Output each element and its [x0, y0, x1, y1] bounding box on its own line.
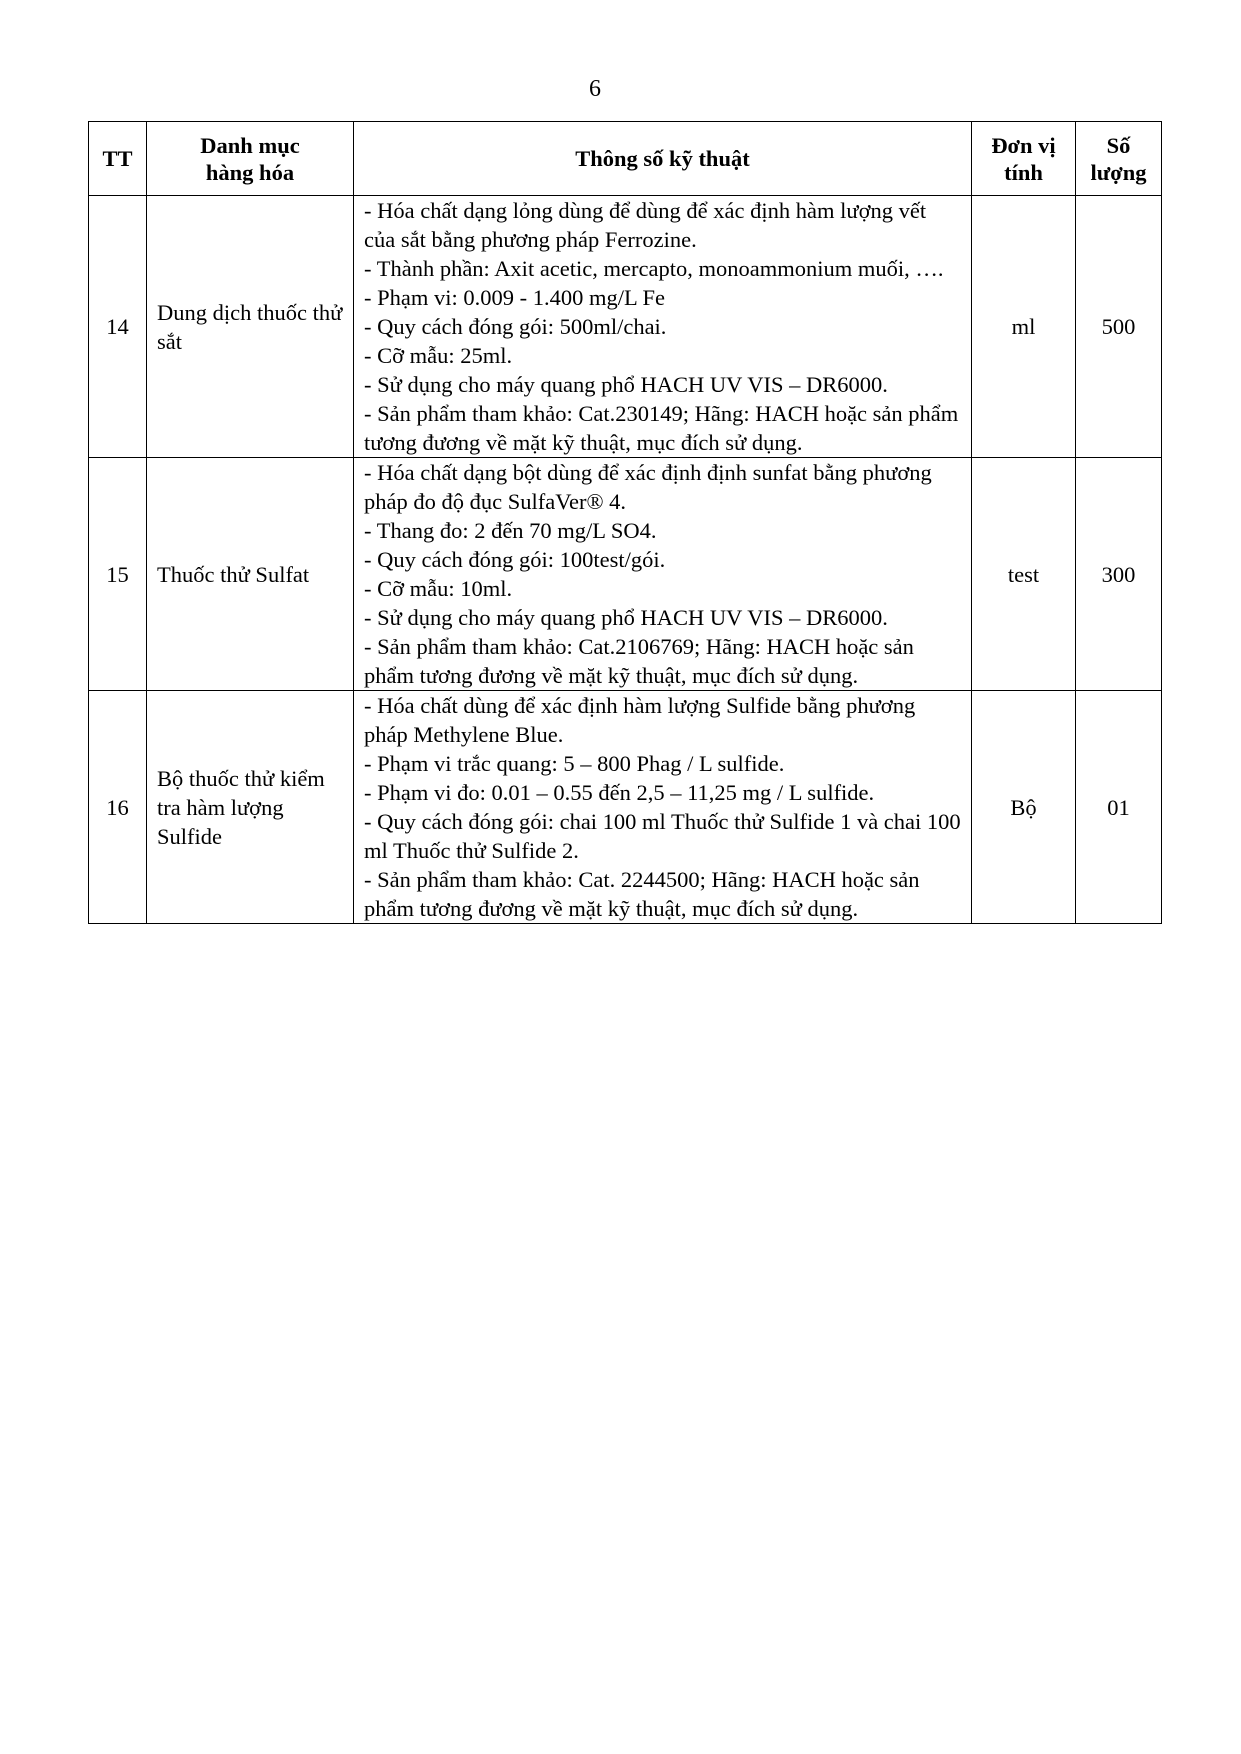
row-unit: Bộ	[972, 691, 1076, 924]
row-unit: test	[972, 458, 1076, 691]
header-tt: TT	[89, 122, 147, 196]
spec-line: - Thang đo: 2 đến 70 mg/L SO4.	[364, 518, 657, 543]
spec-line: - Hóa chất dùng để xác định hàm lượng Sulfide bằng phương pháp Methylene Blue.	[364, 693, 916, 747]
header-unit: Đơn vị tính	[972, 122, 1076, 196]
table-header-row	[89, 122, 1162, 196]
row-tt: 14	[89, 196, 147, 458]
spec-line: - Phạm vi: 0.009 - 1.400 mg/L Fe	[364, 285, 666, 310]
row-spec	[354, 458, 972, 691]
spec-line: - Hóa chất dạng lỏng dùng để dùng để xác định hàm lượng vết của sắt bằng phương pháp Ferrozine.	[364, 198, 927, 252]
spec-line: - Sản phẩm tham khảo: Cat. 2244500; Hãng: HACH hoặc sản phẩm tương đương về mặt kỹ thuật, mục đích sử dụng.	[364, 867, 920, 921]
row-name: Thuốc thử Sulfat	[147, 458, 354, 691]
page-number: 6	[589, 76, 601, 102]
header-name: Danh mục hàng hóa	[147, 122, 354, 196]
row-qty: 300	[1076, 458, 1162, 691]
specification-table	[88, 121, 1162, 924]
spec-line: - Hóa chất dạng bột dùng để xác định định sunfat bằng phương pháp đo độ đục SulfaVer® 4.	[364, 460, 932, 514]
spec-line: - Cỡ mẫu: 25ml.	[364, 343, 513, 368]
spec-line: - Phạm vi trắc quang: 5 – 800 Phag / L sulfide.	[364, 751, 785, 776]
row-name: Bộ thuốc thử kiểm tra hàm lượng Sulfide	[147, 691, 354, 924]
spec-line: - Sử dụng cho máy quang phổ HACH UV VIS – DR6000.	[364, 372, 888, 397]
spec-line: - Quy cách đóng gói: 100test/gói.	[364, 547, 666, 572]
header-spec: Thông số kỹ thuật	[354, 122, 972, 196]
spec-line: - Thành phần: Axit acetic, mercapto, monoammonium muối, ….	[364, 256, 944, 281]
row-qty: 500	[1076, 196, 1162, 458]
row-name: Dung dịch thuốc thử sắt	[147, 196, 354, 458]
row-spec	[354, 196, 972, 458]
spec-line: - Sử dụng cho máy quang phổ HACH UV VIS – DR6000.	[364, 605, 888, 630]
row-tt: 16	[89, 691, 147, 924]
spec-line: - Quy cách đóng gói: 500ml/chai.	[364, 314, 667, 339]
row-unit: ml	[972, 196, 1076, 458]
row-tt: 15	[89, 458, 147, 691]
spec-line: - Quy cách đóng gói: chai 100 ml Thuốc thử Sulfide 1 và chai 100 ml Thuốc thử Sulfide 2.	[364, 809, 961, 863]
spec-line: - Cỡ mẫu: 10ml.	[364, 576, 513, 601]
table-row	[89, 691, 1162, 924]
spec-line: - Sản phẩm tham khảo: Cat.230149; Hãng: HACH hoặc sản phẩm tương đương về mặt kỹ thuật, mục đích sử dụng.	[364, 401, 959, 455]
table-row	[89, 458, 1162, 691]
row-spec	[354, 691, 972, 924]
header-qty: Số lượng	[1076, 122, 1162, 196]
spec-line: - Phạm vi đo: 0.01 – 0.55 đến 2,5 – 11,25 mg / L sulfide.	[364, 780, 875, 805]
table-row	[89, 196, 1162, 458]
row-qty: 01	[1076, 691, 1162, 924]
spec-line: - Sản phẩm tham khảo: Cat.2106769; Hãng: HACH hoặc sản phẩm tương đương về mặt kỹ thuật, mục đích sử dụng.	[364, 634, 914, 688]
